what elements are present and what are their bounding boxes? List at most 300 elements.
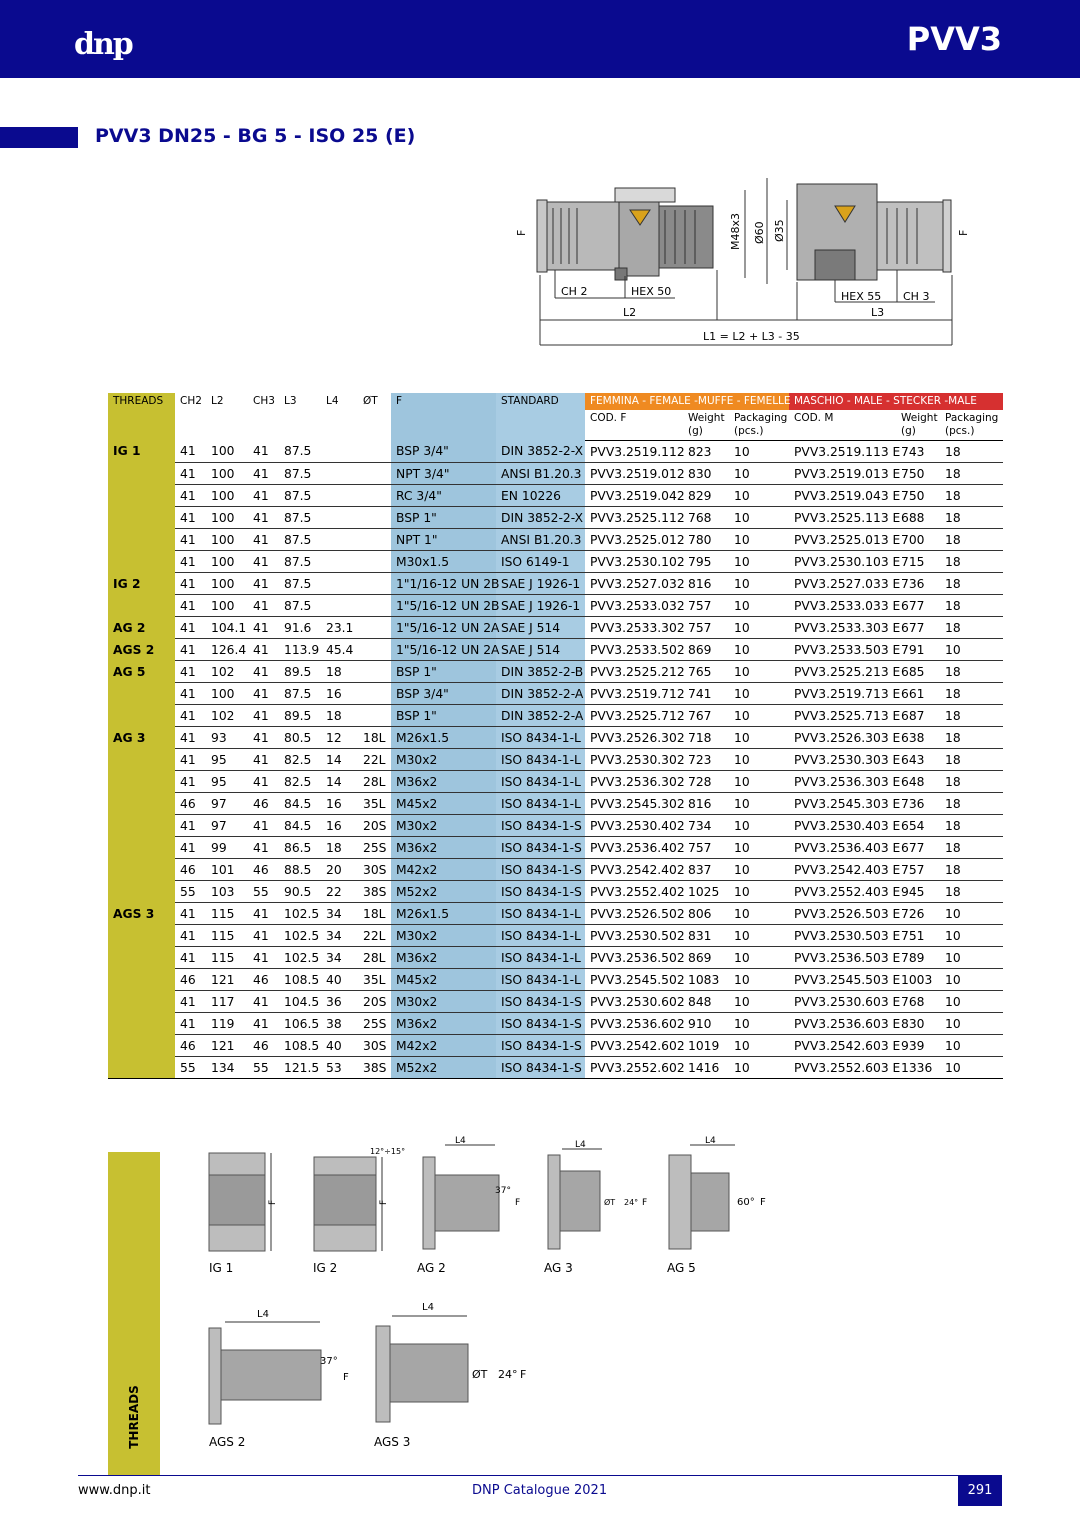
col-l4-header: L4	[326, 395, 339, 407]
cell-weight-f: 1083	[683, 969, 729, 991]
female-group-header: FEMMINA - FEMALE -MUFFE - FEMELLE	[585, 393, 789, 410]
cell-ch3: 41	[248, 661, 279, 683]
cell-f: M52x2	[391, 881, 496, 903]
cell-cod-m: PVV3.2519.043 E	[789, 485, 896, 507]
section-title: PVV3 DN25 - BG 5 - ISO 25 (E)	[95, 125, 416, 147]
cell-pack-m: 18	[940, 749, 1003, 771]
table-row	[108, 661, 1003, 683]
cell-weight-f: 806	[683, 903, 729, 925]
cell-ch2: 41	[175, 661, 206, 683]
cell-pack-f: 10	[729, 925, 789, 947]
dim-ch2: CH 2	[561, 285, 588, 298]
cell-l4: 18	[321, 705, 358, 727]
cell-cod-m: PVV3.2542.403 E	[789, 859, 896, 881]
cell-ot: 35L	[358, 793, 391, 815]
cell-weight-f: 728	[683, 771, 729, 793]
ags2-dim-angle: 37°	[320, 1356, 338, 1367]
cell-cod-f: PVV3.2536.302	[585, 771, 683, 793]
cell-f: BSP 3/4"	[391, 683, 496, 705]
cell-standard: ISO 8434-1-S	[496, 991, 585, 1013]
cell-ch2: 41	[175, 837, 206, 859]
ig2-dim-angle: 12°÷15°	[370, 1147, 406, 1156]
cell-pack-f: 10	[729, 991, 789, 1013]
cell-ot: 30S	[358, 1035, 391, 1057]
cell-weight-f: 831	[683, 925, 729, 947]
cell-weight-f: 848	[683, 991, 729, 1013]
cell-f: M36x2	[391, 1013, 496, 1035]
cell-weight-m: 687	[896, 705, 940, 727]
cell-l4: 14	[321, 771, 358, 793]
cell-ch2: 41	[175, 551, 206, 573]
cell-cod-m: PVV3.2526.503 E	[789, 903, 896, 925]
table-row	[108, 463, 1003, 485]
cell-weight-m: 638	[896, 727, 940, 749]
cell-ch2: 41	[175, 925, 206, 947]
cell-l3: 87.5	[279, 441, 321, 463]
cell-pack-f: 10	[729, 595, 789, 617]
cell-standard: ISO 6149-1	[496, 551, 585, 573]
cell-ch2: 41	[175, 727, 206, 749]
cell-threads	[108, 529, 175, 551]
cell-cod-m: PVV3.2527.033 E	[789, 573, 896, 595]
cell-cod-f: PVV3.2519.042	[585, 485, 683, 507]
cell-weight-f: 816	[683, 573, 729, 595]
cell-l2: 100	[206, 551, 248, 573]
cell-pack-f: 10	[729, 617, 789, 639]
cell-standard: DIN 3852-2-A	[496, 705, 585, 727]
table-row	[108, 837, 1003, 859]
dim-m48x3: M48x3	[729, 213, 742, 250]
cell-weight-f: 1019	[683, 1035, 729, 1057]
col-weight-f-header	[683, 410, 729, 441]
cell-ch2: 46	[175, 969, 206, 991]
cell-ot: 25S	[358, 1013, 391, 1035]
cell-ot: 18L	[358, 903, 391, 925]
col-codf-header: COD. F	[585, 410, 683, 441]
cell-pack-m: 18	[940, 551, 1003, 573]
cell-pack-f: 10	[729, 551, 789, 573]
col-ot-header: ØT	[363, 395, 378, 407]
cell-cod-f: PVV3.2527.032	[585, 573, 683, 595]
ag5-drawing	[665, 1133, 775, 1255]
cell-weight-m: 757	[896, 859, 940, 881]
cell-threads	[108, 1035, 175, 1057]
cell-standard: ANSI B1.20.3	[496, 529, 585, 551]
ags3-drawing	[372, 1298, 537, 1426]
product-table-wrap	[108, 393, 1003, 1079]
cell-f: NPT 1"	[391, 529, 496, 551]
cell-l3: 87.5	[279, 595, 321, 617]
cell-pack-m: 18	[940, 463, 1003, 485]
cell-weight-m: 661	[896, 683, 940, 705]
cell-ch2: 41	[175, 749, 206, 771]
ags2-drawing	[205, 1302, 365, 1427]
cell-standard: DIN 3852-2-X	[496, 507, 585, 529]
cell-standard: ISO 8434-1-S	[496, 859, 585, 881]
cell-l4: 23.1	[321, 617, 358, 639]
cell-weight-f: 910	[683, 1013, 729, 1035]
cell-standard: SAE J 514	[496, 639, 585, 661]
ig2-label: IG 2	[313, 1261, 338, 1275]
cell-l4	[321, 551, 358, 573]
cell-l2: 103	[206, 881, 248, 903]
cell-cod-m: PVV3.2552.603 E	[789, 1057, 896, 1079]
cell-weight-f: 767	[683, 705, 729, 727]
cell-cod-f: PVV3.2525.712	[585, 705, 683, 727]
cell-f: M36x2	[391, 771, 496, 793]
cell-cod-f: PVV3.2525.112	[585, 507, 683, 529]
cell-pack-m: 10	[940, 639, 1003, 661]
cell-weight-f: 757	[683, 617, 729, 639]
cell-cod-m: PVV3.2525.013 E	[789, 529, 896, 551]
cell-pack-m: 18	[940, 859, 1003, 881]
cell-l2: 119	[206, 1013, 248, 1035]
col-l2-header: L2	[211, 395, 224, 407]
table-row	[108, 1013, 1003, 1035]
cell-ch3: 41	[248, 441, 279, 463]
cell-ot	[358, 705, 391, 727]
cell-weight-f: 869	[683, 639, 729, 661]
cell-f: 1"1/16-12 UN 2B	[391, 573, 496, 595]
cell-l4	[321, 485, 358, 507]
cell-pack-f: 10	[729, 771, 789, 793]
cell-ch2: 41	[175, 705, 206, 727]
cell-standard: SAE J 1926-1	[496, 573, 585, 595]
cell-cod-f: PVV3.2545.502	[585, 969, 683, 991]
cell-l2: 100	[206, 485, 248, 507]
table-row	[108, 551, 1003, 573]
cell-threads: IG 1	[108, 441, 175, 463]
cell-cod-m: PVV3.2530.303 E	[789, 749, 896, 771]
table-row	[108, 815, 1003, 837]
cell-ch2: 55	[175, 1057, 206, 1079]
cell-ot	[358, 573, 391, 595]
cell-l2: 115	[206, 925, 248, 947]
cell-l4: 14	[321, 749, 358, 771]
cell-threads	[108, 793, 175, 815]
weight-label: Weight	[688, 412, 725, 424]
cell-ch2: 46	[175, 793, 206, 815]
male-group-header: MASCHIO - MALE - STECKER -MALE	[789, 393, 1003, 410]
cell-l3: 108.5	[279, 1035, 321, 1057]
cell-ch2: 41	[175, 485, 206, 507]
cell-l4: 36	[321, 991, 358, 1013]
ag3-drawing	[542, 1135, 657, 1255]
cell-ch3: 41	[248, 815, 279, 837]
dim-o35: Ø35	[773, 219, 786, 242]
cell-threads: IG 2	[108, 573, 175, 595]
cell-weight-f: 829	[683, 485, 729, 507]
cell-ch2: 41	[175, 595, 206, 617]
cell-standard: SAE J 514	[496, 617, 585, 639]
ag2-drawing	[415, 1135, 530, 1255]
weight-label: Weight	[901, 412, 938, 424]
cell-ch3: 41	[248, 705, 279, 727]
cell-l3: 87.5	[279, 463, 321, 485]
cell-weight-f: 795	[683, 551, 729, 573]
cell-f: M36x2	[391, 837, 496, 859]
cell-f: M36x2	[391, 947, 496, 969]
ags2-dim-f: F	[343, 1372, 349, 1383]
cell-l2: 115	[206, 947, 248, 969]
cell-pack-f: 10	[729, 903, 789, 925]
cell-pack-f: 10	[729, 441, 789, 463]
cell-weight-f: 757	[683, 837, 729, 859]
cell-pack-m: 18	[940, 529, 1003, 551]
cell-standard: ISO 8434-1-L	[496, 903, 585, 925]
cell-cod-f: PVV3.2530.502	[585, 925, 683, 947]
cell-pack-f: 10	[729, 837, 789, 859]
cell-pack-f: 10	[729, 485, 789, 507]
cell-l4: 22	[321, 881, 358, 903]
cell-standard: ISO 8434-1-S	[496, 837, 585, 859]
cell-l3: 106.5	[279, 1013, 321, 1035]
cell-ch2: 41	[175, 573, 206, 595]
cell-cod-f: PVV3.2526.502	[585, 903, 683, 925]
cell-cod-m: PVV3.2530.603 E	[789, 991, 896, 1013]
cell-cod-m: PVV3.2536.303 E	[789, 771, 896, 793]
cell-pack-f: 10	[729, 529, 789, 551]
cell-standard: ISO 8434-1-L	[496, 749, 585, 771]
cell-ch3: 41	[248, 727, 279, 749]
cell-f: RC 3/4"	[391, 485, 496, 507]
table-row	[108, 859, 1003, 881]
cell-ch3: 41	[248, 551, 279, 573]
cell-l4	[321, 529, 358, 551]
cell-weight-m: 750	[896, 463, 940, 485]
table-row	[108, 639, 1003, 661]
cell-l4: 12	[321, 727, 358, 749]
cell-ot	[358, 441, 391, 463]
cell-ch3: 55	[248, 1057, 279, 1079]
cell-cod-m: PVV3.2533.503 E	[789, 639, 896, 661]
cell-weight-f: 734	[683, 815, 729, 837]
section-marker	[0, 127, 78, 148]
cell-cod-f: PVV3.2525.012	[585, 529, 683, 551]
ag5-dim-l4: L4	[705, 1136, 716, 1146]
thread-figure-ag5	[665, 1133, 775, 1285]
packaging-unit: (pcs.)	[734, 425, 764, 437]
cell-standard: ANSI B1.20.3	[496, 463, 585, 485]
cell-cod-m: PVV3.2530.503 E	[789, 925, 896, 947]
cell-threads	[108, 595, 175, 617]
cell-ch2: 41	[175, 617, 206, 639]
cell-f: NPT 3/4"	[391, 463, 496, 485]
cell-cod-f: PVV3.2536.402	[585, 837, 683, 859]
cell-standard: ISO 8434-1-S	[496, 1013, 585, 1035]
thread-figure-ag2	[415, 1135, 530, 1285]
cell-l3: 82.5	[279, 771, 321, 793]
cell-threads	[108, 859, 175, 881]
cell-l2: 97	[206, 793, 248, 815]
cell-l3: 82.5	[279, 749, 321, 771]
cell-l3: 91.6	[279, 617, 321, 639]
cell-weight-f: 869	[683, 947, 729, 969]
cell-l4: 18	[321, 837, 358, 859]
ig1-label: IG 1	[209, 1261, 234, 1275]
cell-pack-m: 10	[940, 903, 1003, 925]
cell-cod-m: PVV3.2533.033 E	[789, 595, 896, 617]
ag2-dim-f: F	[515, 1198, 521, 1208]
ag3-label: AG 3	[544, 1261, 573, 1275]
cell-ch3: 41	[248, 573, 279, 595]
table-row	[108, 441, 1003, 463]
cell-ch3: 41	[248, 617, 279, 639]
cell-cod-f: PVV3.2552.402	[585, 881, 683, 903]
cell-ot	[358, 485, 391, 507]
cell-cod-m: PVV3.2519.013 E	[789, 463, 896, 485]
cell-l3: 87.5	[279, 507, 321, 529]
thread-figure-ags2	[205, 1302, 365, 1452]
cell-ch2: 41	[175, 639, 206, 661]
cell-standard: ISO 8434-1-S	[496, 1035, 585, 1057]
cell-threads	[108, 749, 175, 771]
footer-rule	[78, 1475, 1002, 1476]
weight-unit: (g)	[901, 425, 916, 437]
cell-l4: 20	[321, 859, 358, 881]
cell-ch2: 41	[175, 507, 206, 529]
cell-cod-m: PVV3.2525.713 E	[789, 705, 896, 727]
cell-ot: 25S	[358, 837, 391, 859]
cell-pack-f: 10	[729, 1035, 789, 1057]
table-row	[108, 749, 1003, 771]
cell-f: M52x2	[391, 1057, 496, 1079]
cell-l2: 101	[206, 859, 248, 881]
cell-l4	[321, 441, 358, 463]
cell-f: 1"5/16-12 UN 2A	[391, 617, 496, 639]
product-table-body	[108, 441, 1003, 1079]
cell-l4: 18	[321, 661, 358, 683]
cell-threads	[108, 837, 175, 859]
cell-ot: 38S	[358, 1057, 391, 1079]
cell-pack-m: 10	[940, 947, 1003, 969]
footer-url-link[interactable]: www.dnp.it	[78, 1483, 151, 1498]
packaging-label: Packaging	[945, 412, 999, 424]
cell-l2: 100	[206, 683, 248, 705]
cell-threads: AG 3	[108, 727, 175, 749]
cell-l3: 84.5	[279, 793, 321, 815]
cell-pack-f: 10	[729, 705, 789, 727]
cell-weight-f: 837	[683, 859, 729, 881]
cell-pack-m: 18	[940, 507, 1003, 529]
table-row	[108, 881, 1003, 903]
cell-ot	[358, 463, 391, 485]
cell-standard: ISO 8434-1-S	[496, 881, 585, 903]
cell-standard: ISO 8434-1-L	[496, 727, 585, 749]
cell-l3: 113.9	[279, 639, 321, 661]
cell-ot	[358, 595, 391, 617]
cell-ch3: 41	[248, 903, 279, 925]
dim-hex55: HEX 55	[841, 290, 882, 303]
cell-ch3: 41	[248, 1013, 279, 1035]
cell-cod-f: PVV3.2519.012	[585, 463, 683, 485]
cell-f: M42x2	[391, 1035, 496, 1057]
cell-cod-m: PVV3.2545.303 E	[789, 793, 896, 815]
thread-figure-ags3	[372, 1298, 537, 1452]
cell-ch2: 41	[175, 529, 206, 551]
cell-weight-m: 830	[896, 1013, 940, 1035]
page-header	[0, 0, 1080, 78]
cell-ch2: 41	[175, 903, 206, 925]
cell-pack-f: 10	[729, 1013, 789, 1035]
cell-threads	[108, 947, 175, 969]
cell-pack-m: 10	[940, 969, 1003, 991]
cell-l3: 102.5	[279, 947, 321, 969]
cell-l2: 100	[206, 529, 248, 551]
cell-pack-m: 10	[940, 925, 1003, 947]
cell-cod-f: PVV3.2519.112	[585, 441, 683, 463]
cell-ch3: 46	[248, 969, 279, 991]
cell-l4: 40	[321, 1035, 358, 1057]
cell-l2: 100	[206, 441, 248, 463]
cell-weight-f: 741	[683, 683, 729, 705]
cell-threads: AG 2	[108, 617, 175, 639]
cell-l3: 87.5	[279, 485, 321, 507]
cell-weight-m: 789	[896, 947, 940, 969]
ag2-dim-l4: L4	[455, 1136, 466, 1146]
cell-ot	[358, 617, 391, 639]
ag2-dim-angle: 37°	[495, 1186, 511, 1196]
cell-l4	[321, 507, 358, 529]
cell-weight-f: 1416	[683, 1057, 729, 1079]
cell-pack-f: 10	[729, 815, 789, 837]
cell-weight-m: 791	[896, 639, 940, 661]
ig2-drawing	[310, 1145, 405, 1255]
cell-cod-m: PVV3.2536.503 E	[789, 947, 896, 969]
cell-ot: 22L	[358, 925, 391, 947]
cell-l3: 104.5	[279, 991, 321, 1013]
ags3-dim-l4: L4	[422, 1302, 434, 1313]
cell-threads: AGS 3	[108, 903, 175, 925]
cell-weight-m: 715	[896, 551, 940, 573]
cell-cod-m: PVV3.2519.113 E	[789, 441, 896, 463]
cell-l3: 121.5	[279, 1057, 321, 1079]
cell-f: M30x2	[391, 815, 496, 837]
cell-pack-m: 18	[940, 793, 1003, 815]
cell-l3: 108.5	[279, 969, 321, 991]
cell-ch3: 41	[248, 529, 279, 551]
table-row	[108, 705, 1003, 727]
cell-threads	[108, 507, 175, 529]
cell-f: M30x2	[391, 749, 496, 771]
cell-weight-m: 751	[896, 925, 940, 947]
cell-ch3: 41	[248, 639, 279, 661]
cell-standard: ISO 8434-1-S	[496, 815, 585, 837]
cell-ch3: 41	[248, 683, 279, 705]
col-standard-header: STANDARD	[496, 393, 585, 441]
table-row	[108, 925, 1003, 947]
cell-l2: 100	[206, 595, 248, 617]
table-row	[108, 485, 1003, 507]
cell-ch2: 41	[175, 947, 206, 969]
cell-l2: 100	[206, 507, 248, 529]
cell-cod-m: PVV3.2542.603 E	[789, 1035, 896, 1057]
cell-weight-m: 750	[896, 485, 940, 507]
cell-cod-f: PVV3.2533.032	[585, 595, 683, 617]
cell-f: M42x2	[391, 859, 496, 881]
ags3-label: AGS 3	[374, 1435, 411, 1449]
cell-cod-f: PVV3.2536.502	[585, 947, 683, 969]
cell-ot: 22L	[358, 749, 391, 771]
cell-ot: 18L	[358, 727, 391, 749]
cell-f: 1"5/16-12 UN 2B	[391, 595, 496, 617]
cell-pack-m: 18	[940, 727, 1003, 749]
cell-l2: 121	[206, 1035, 248, 1057]
cell-weight-f: 830	[683, 463, 729, 485]
cell-standard: SAE J 1926-1	[496, 595, 585, 617]
cell-standard: DIN 3852-2-A	[496, 683, 585, 705]
cell-weight-f: 816	[683, 793, 729, 815]
